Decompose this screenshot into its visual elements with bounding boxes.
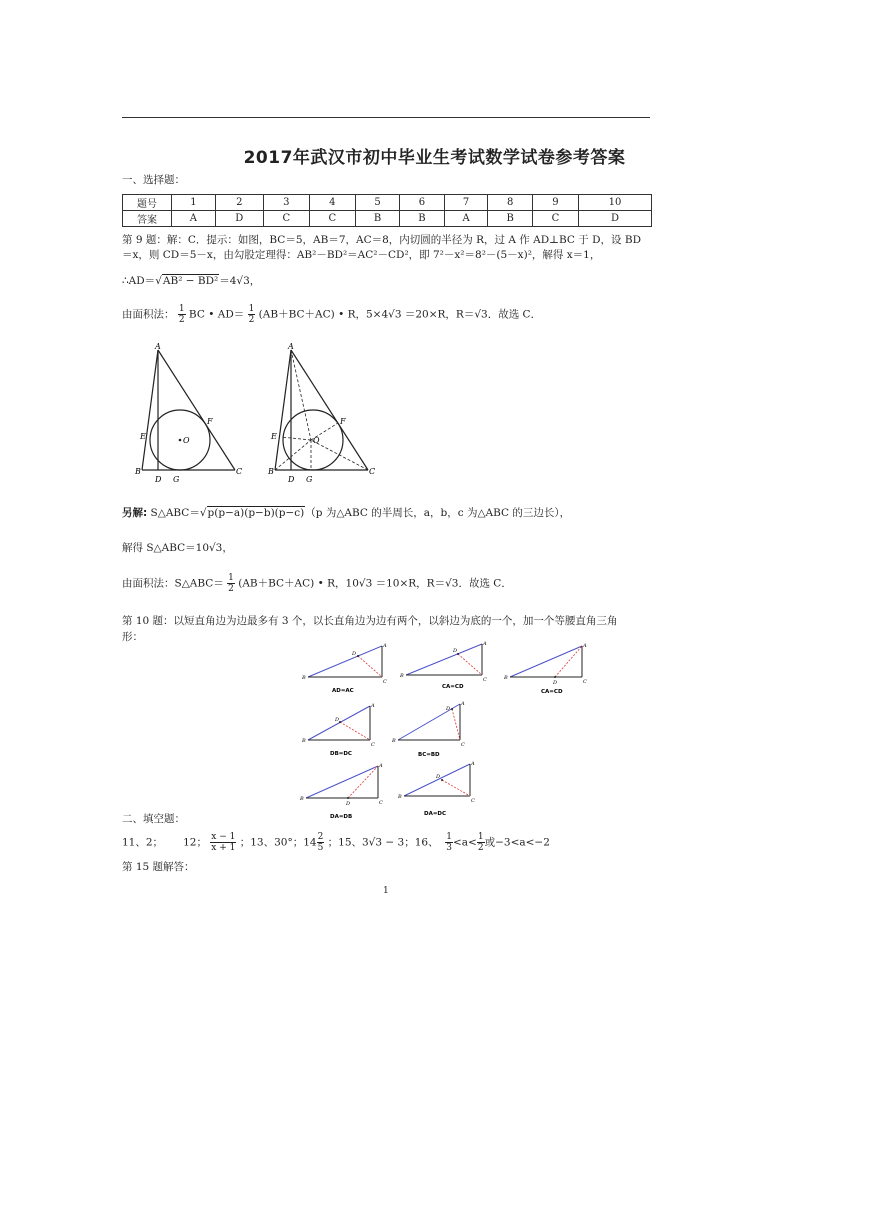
label-b: B bbox=[392, 738, 396, 744]
answer-11: 11、2； bbox=[122, 836, 164, 849]
table-cell: C bbox=[309, 211, 355, 227]
q9-line3-post: ＝4√3， bbox=[219, 275, 261, 287]
fraction-third: $\frac{1}{3}$ bbox=[446, 832, 452, 853]
label-b: B bbox=[268, 467, 274, 476]
caption: DA=DC bbox=[424, 811, 447, 817]
table-cell: A bbox=[444, 211, 488, 227]
label-a: A bbox=[288, 342, 294, 351]
table-cell: 4 bbox=[309, 195, 355, 211]
label-a: A bbox=[583, 643, 587, 649]
q9-line3-pre: ∴AD＝ bbox=[122, 275, 156, 287]
label-a: A bbox=[471, 761, 475, 767]
table-cell: B bbox=[400, 211, 444, 227]
label-d: D bbox=[155, 475, 162, 484]
q9-line2: ＝x，则 CD＝5－x，由勾股定理得：AB²－BD²＝AC²－CD²，即 7²－x²＝8²－(5－x)²，解得 x＝1， bbox=[122, 249, 601, 261]
label-d: D bbox=[453, 648, 458, 654]
alt-line3-pre: 由面积法：S△ABC＝ bbox=[122, 577, 224, 590]
tri-figure-4 bbox=[300, 700, 385, 758]
answer-table bbox=[122, 194, 652, 227]
label-f: F bbox=[340, 417, 346, 426]
q9-line4-post: (AB＋BC＋AC) • R，5×4√3 ＝20×R，R＝√3．故选 C． bbox=[258, 308, 542, 321]
label-c: C bbox=[371, 742, 375, 748]
table-row bbox=[123, 195, 652, 211]
incircle-figure-2 bbox=[263, 340, 388, 485]
header-label: 题号 bbox=[123, 195, 172, 211]
table-cell: D bbox=[215, 211, 263, 227]
label-c: C bbox=[379, 800, 383, 806]
alt-label: 另解: bbox=[122, 507, 148, 519]
table-cell: 8 bbox=[488, 195, 532, 211]
tri-figure-5 bbox=[392, 698, 477, 760]
caption: CA=CD bbox=[541, 689, 563, 695]
fraction-half: $\frac{1}{2}$ bbox=[178, 304, 185, 325]
alt-solution-line2: 解得 S△ABC＝10√3， bbox=[122, 542, 233, 554]
table-cell: 6 bbox=[400, 195, 444, 211]
q10-line1: 第 10 题：以短直角边为边最多有 3 个，以长直角边为边有两个，以斜边为底的一个，加一个等腰直角三角 bbox=[122, 615, 618, 627]
label-b: B bbox=[302, 738, 306, 744]
answer-13-14: ；13、30°；14 bbox=[239, 836, 317, 849]
tri-figure-6 bbox=[300, 760, 385, 820]
alt-line3-post: (AB＋BC＋AC) • R，10√3 ＝10×R，R＝√3．故选 C． bbox=[238, 577, 512, 590]
fraction-half: $\frac{1}{2}$ bbox=[248, 304, 255, 325]
q9-line3 bbox=[122, 275, 260, 288]
caption: BC=BD bbox=[418, 752, 440, 758]
section-fill-heading: 二、填空题： bbox=[122, 813, 185, 825]
table-cell: 7 bbox=[444, 195, 488, 211]
sqrt-sign: √ bbox=[199, 507, 207, 519]
table-cell: 1 bbox=[172, 195, 216, 211]
label-c: C bbox=[236, 467, 243, 476]
label-d: D bbox=[436, 774, 441, 780]
label-b: B bbox=[135, 467, 141, 476]
fraction-answer-14: $\frac{2}{5}$ bbox=[317, 832, 324, 853]
label-c: C bbox=[471, 798, 475, 804]
tri-figure-2 bbox=[400, 638, 495, 694]
fill-answers bbox=[122, 832, 550, 853]
table-cell: C bbox=[532, 211, 578, 227]
fraction-half: $\frac{1}{2}$ bbox=[228, 573, 234, 594]
table-cell: 3 bbox=[263, 195, 309, 211]
label-c: C bbox=[369, 467, 376, 476]
q15-heading: 第 15 题解答： bbox=[122, 861, 195, 873]
label-c: C bbox=[383, 679, 387, 685]
fraction-answer-12: $\frac{x - 1}{x + 1}$ bbox=[211, 832, 236, 853]
alt-line1-post: （p 为△ABC 的半周长，a，b，c 为△ABC 的三边长）， bbox=[305, 507, 571, 519]
table-cell: D bbox=[578, 211, 651, 227]
label-b: B bbox=[300, 796, 304, 802]
label-d: D bbox=[553, 680, 558, 686]
label-c: C bbox=[461, 742, 465, 748]
fraction-half: $\frac{1}{2}$ bbox=[477, 832, 484, 853]
label-b: B bbox=[400, 673, 404, 679]
label-g: G bbox=[173, 475, 180, 484]
label-a: A bbox=[379, 763, 383, 769]
caption: DB=DC bbox=[330, 751, 352, 757]
section-choice-heading: 一、选择题： bbox=[122, 174, 185, 186]
tri-figure-7 bbox=[398, 758, 483, 818]
label-a: A bbox=[461, 701, 465, 707]
label-a: A bbox=[155, 342, 161, 351]
table-cell: A bbox=[172, 211, 216, 227]
label-b: B bbox=[504, 675, 508, 681]
page-number: 1 bbox=[383, 886, 389, 896]
label-d: D bbox=[352, 651, 357, 657]
label-e: E bbox=[140, 432, 146, 441]
top-rule bbox=[122, 117, 650, 118]
table-cell: 5 bbox=[355, 195, 399, 211]
caption: CA=CD bbox=[442, 684, 464, 690]
alt-solution-line1 bbox=[122, 507, 570, 520]
q9-radicand: AB² − BD² bbox=[162, 275, 219, 287]
q9-line4 bbox=[122, 304, 541, 325]
label-o: O bbox=[183, 436, 190, 445]
answer-16-post: 或−3<a<−2 bbox=[484, 836, 550, 849]
answer-12-label: 12； bbox=[183, 836, 207, 849]
answer-label: 答案 bbox=[123, 211, 172, 227]
label-c: C bbox=[583, 679, 587, 685]
label-g: G bbox=[306, 475, 313, 484]
answer-15-16: ；15、3√3 − 3；16、 bbox=[327, 836, 439, 849]
table-cell: 10 bbox=[578, 195, 651, 211]
caption: DA=DB bbox=[330, 814, 353, 820]
tri-figure-3 bbox=[500, 640, 595, 696]
heron-radicand: p(p−a)(p−b)(p−c) bbox=[207, 507, 305, 519]
label-d: D bbox=[446, 706, 451, 712]
q9-line4-mid: BC • AD＝ bbox=[188, 308, 245, 321]
alt-solution-line3 bbox=[122, 573, 512, 594]
label-a: A bbox=[483, 641, 487, 647]
table-row bbox=[123, 211, 652, 227]
label-f: F bbox=[207, 417, 213, 426]
alt-line1-pre: S△ABC＝ bbox=[150, 507, 200, 519]
caption: AD=AC bbox=[332, 688, 354, 694]
table-cell: 2 bbox=[215, 195, 263, 211]
page-title: 2017年武汉市初中毕业生考试数学试卷参考答案 bbox=[243, 148, 626, 168]
incircle-figure-1 bbox=[130, 340, 250, 485]
sqrt-sign: √ bbox=[155, 275, 162, 287]
table-cell: 9 bbox=[532, 195, 578, 211]
label-a: A bbox=[383, 643, 387, 649]
table-cell: B bbox=[488, 211, 532, 227]
q10-line2: 形： bbox=[122, 631, 143, 643]
q9-line4-pre: 由面积法： bbox=[122, 308, 175, 321]
table-cell: B bbox=[355, 211, 399, 227]
answer-16-mid: <a< bbox=[453, 836, 477, 849]
tri-figure-1 bbox=[300, 640, 390, 696]
table-cell: C bbox=[263, 211, 309, 227]
label-b: B bbox=[302, 675, 306, 681]
label-d: D bbox=[335, 717, 340, 723]
label-d: D bbox=[288, 475, 295, 484]
label-d: D bbox=[346, 801, 351, 807]
q9-line1: 第 9 题：解：C．提示：如图，BC＝5，AB＝7，AC＝8，内切圆的半径为 R，过 A 作 AD⊥BC 于 D，设 BD bbox=[122, 234, 642, 246]
label-b: B bbox=[398, 794, 402, 800]
label-o: O bbox=[313, 436, 320, 445]
label-e: E bbox=[271, 432, 277, 441]
label-a: A bbox=[371, 703, 375, 709]
label-c: C bbox=[483, 677, 487, 683]
